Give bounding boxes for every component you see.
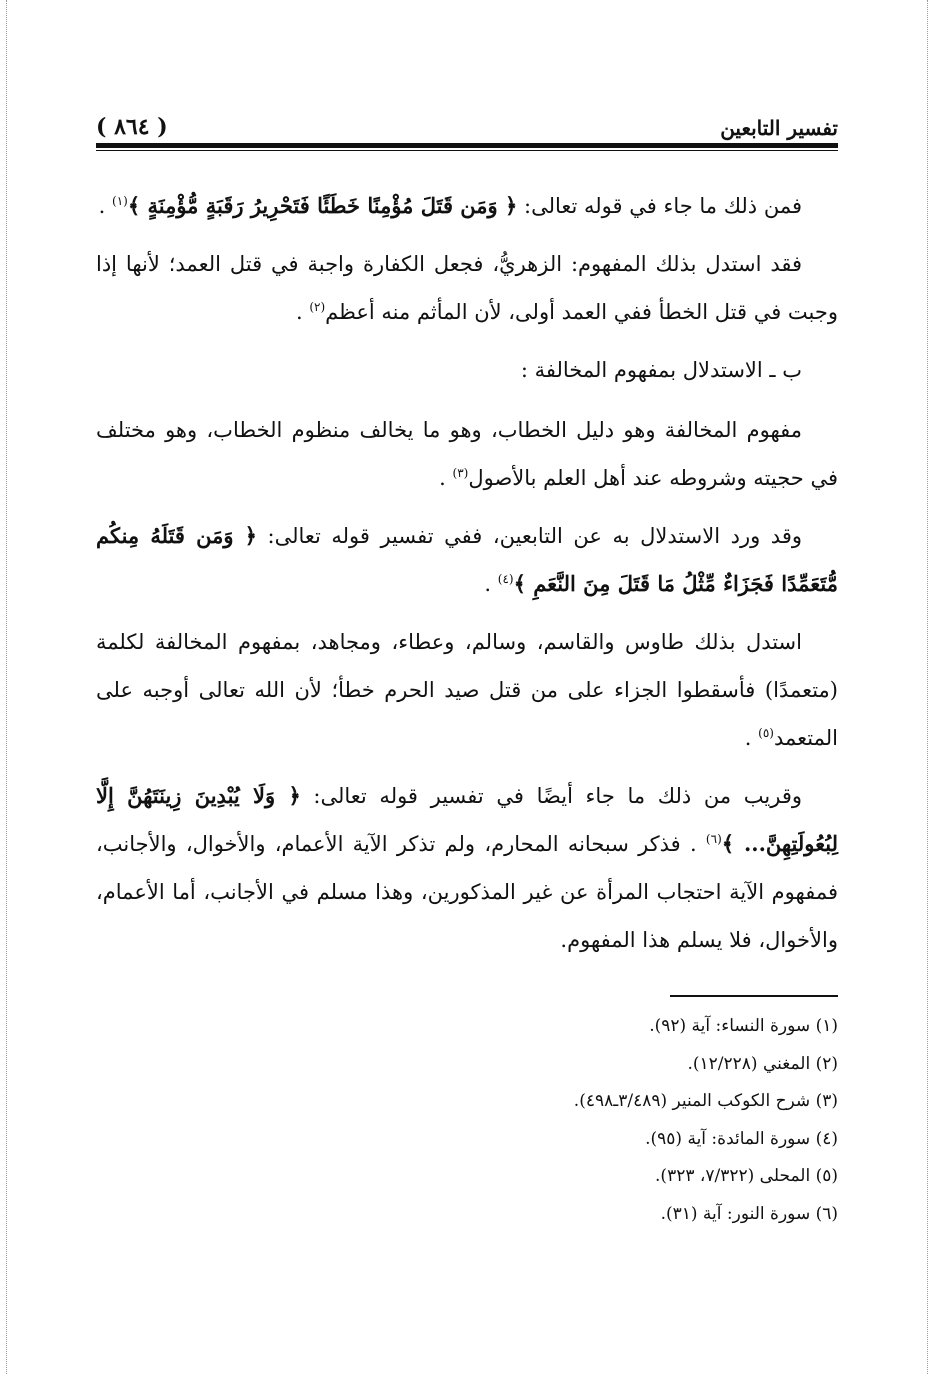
footnote-ref-1: (١) <box>112 194 128 208</box>
paragraph-5 <box>96 512 838 608</box>
footnote-ref-5: (٥) <box>758 726 774 740</box>
footnote-item: (١) سورة النساء: آية (٩٢). <box>649 1016 838 1036</box>
paragraph-7-tail: . فذكر سبحانه المحارم، ولم تذكر الآية الأعمام، والأخوال، والأجانب، فمفهوم الآية احتجاب المرأة عن غير المذكورين، وهذا مسلم في الأجانب، أما الأعمام، والأخوال، فلا يسلم هذا المفهوم. <box>96 832 838 952</box>
paragraph-1-lead: فمن ذلك ما جاء في قوله تعالى: <box>517 194 802 218</box>
paragraph-2 <box>96 240 838 336</box>
header-rule <box>96 143 838 148</box>
paragraph-5-lead: وقد ورد الاستدلال به عن التابعين، ففي تفسير قوله تعالى: <box>256 524 802 548</box>
paragraph-6-text: استدل بذلك طاوس والقاسم، وسالم، وعطاء، ومجاهد، بمفهوم المخالفة لكلمة (متعمدًا) فأسقطوا الجزاء على من قتل صيد الحرم خطأ؛ لأن الله تعالى أوجبه على المتعمد <box>96 630 838 750</box>
footnote-separator <box>670 995 838 997</box>
footnote-ref-6: (٦) <box>705 832 722 846</box>
paragraph-4 <box>96 406 838 502</box>
footnote-ref-2: (٢) <box>309 300 326 314</box>
paragraph-7 <box>96 772 838 964</box>
paragraph-1 <box>96 182 838 230</box>
footnote-ref-4: (٤) <box>497 572 514 586</box>
paragraph-6-tail: . <box>744 726 759 750</box>
scan-edge-left <box>6 0 8 1374</box>
running-header <box>96 112 838 142</box>
scan-edge-right <box>927 0 929 1374</box>
paragraph-2-text: فقد استدل بذلك المفهوم: الزهريُّ، فجعل الكفارة واجبة في قتل العمد؛ لأنها إذا وجبت في قتل الخطأ ففي العمد أولى، لأن المأثم منه أعظم <box>96 252 838 324</box>
footnotes <box>96 1008 838 1233</box>
running-title: تفسير التابعين <box>720 116 838 140</box>
paragraph-1-tail: . <box>98 194 113 218</box>
section-heading <box>96 346 838 394</box>
header-rule-thin <box>96 150 838 151</box>
footnote-item: (٣) شرح الكوكب المنير (٣/٤٨٩ـ٤٩٨). <box>573 1091 838 1111</box>
footnote-item: (٦) سورة النور: آية (٣١). <box>660 1203 838 1224</box>
footnote-item: (٥) المحلى (٧/٣٢٢، ٣٢٣). <box>655 1166 838 1186</box>
quran-quote-2: ﴿ وَمَن قَتَلَهُ مِنكُم مُّتَعَمِّدًا فَجَزَاءٌ مِّثْلُ مَا قَتَلَ مِنَ النَّعَمِ ﴾ <box>96 523 838 596</box>
paragraph-6 <box>96 618 838 762</box>
footnote-item: (٢) المغني (١٢/٢٢٨). <box>687 1053 838 1074</box>
paragraph-4-text: مفهوم المخالفة وهو دليل الخطاب، وهو ما يخالف منظوم الخطاب، وهو مختلف في حجيته وشروطه عند أهل العلم بالأصول <box>96 418 838 490</box>
paragraph-4-tail: . <box>439 466 453 490</box>
paragraph-5-tail: . <box>484 572 498 596</box>
page-number: ( ٨٦٤ ) <box>96 114 168 140</box>
paragraph-2-tail: . <box>295 300 310 324</box>
footnote-item: (٤) سورة المائدة: آية (٩٥). <box>645 1128 838 1149</box>
main-text <box>96 182 838 974</box>
section-heading-text: ب ـ الاستدلال بمفهوم المخالفة : <box>520 358 802 382</box>
quran-quote-3: ﴿ وَلَا يُبْدِينَ زِينَتَهُنَّ إِلَّا لِبُعُولَتِهِنَّ... ﴾ <box>96 783 838 856</box>
paragraph-7-lead: وقريب من ذلك ما جاء أيضًا في تفسير قوله تعالى: <box>300 784 802 808</box>
quran-quote-1: ﴿ وَمَن قَتَلَ مُؤْمِنًا خَطَئًا فَتَحْرِيرُ رَقَبَةٍ مُّؤْمِنَةٍ ﴾ <box>127 193 518 218</box>
footnote-ref-3: (٣) <box>452 466 469 480</box>
